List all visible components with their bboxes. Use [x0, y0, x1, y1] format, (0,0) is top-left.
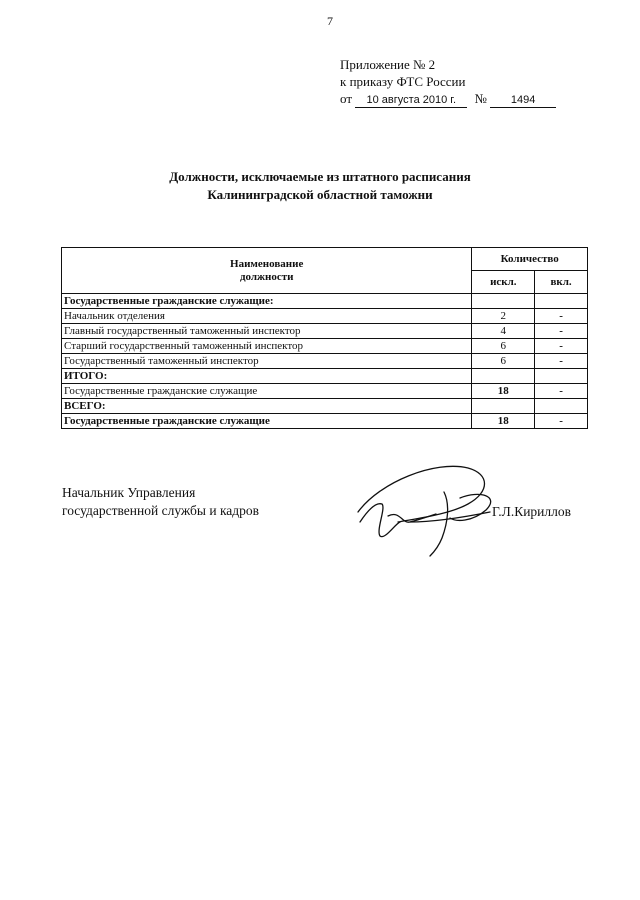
row-excluded-count: 6	[472, 354, 535, 369]
row-included-count: -	[535, 414, 588, 429]
table-row	[62, 294, 588, 309]
row-included-count: -	[535, 324, 588, 339]
row-included-count: -	[535, 309, 588, 324]
row-position-name: Государственные гражданские служащие	[62, 414, 472, 429]
row-position-name: Государственные гражданские служащие	[62, 384, 472, 399]
table-row	[62, 399, 588, 414]
row-included-count	[535, 369, 588, 384]
row-included-count	[535, 294, 588, 309]
row-excluded-count: 4	[472, 324, 535, 339]
header-excluded: искл.	[472, 271, 535, 294]
title-line-1: Должности, исключаемые из штатного расписания	[169, 169, 471, 184]
table-row	[62, 324, 588, 339]
row-included-count: -	[535, 354, 588, 369]
row-position-name: Государственные гражданские служащие:	[62, 294, 472, 309]
row-excluded-count	[472, 294, 535, 309]
table-row	[62, 309, 588, 324]
signatory-position	[62, 484, 259, 520]
header-name-line-2: должности	[239, 270, 294, 283]
header-quantity: Количество	[472, 248, 588, 271]
annex-number: 1494	[490, 94, 556, 108]
header-position-name	[62, 248, 472, 294]
page-number: 7	[327, 14, 333, 28]
signatory-name: Г.Л.Кириллов	[492, 504, 571, 519]
row-excluded-count	[472, 399, 535, 414]
row-included-count	[535, 399, 588, 414]
row-included-count: -	[535, 384, 588, 399]
row-position-name: Начальник отделения	[62, 309, 472, 324]
table-row	[62, 354, 588, 369]
table-row	[62, 414, 588, 429]
row-position-name: Государственный таможенный инспектор	[62, 354, 472, 369]
annex-from-label: от	[340, 91, 353, 106]
handwritten-signature	[340, 452, 510, 562]
row-excluded-count: 18	[472, 384, 535, 399]
signatory-position-line-1: Начальник Управления	[62, 485, 196, 500]
row-position-name: Главный государственный таможенный инспектор	[62, 324, 472, 339]
positions-table	[61, 247, 588, 429]
row-included-count: -	[535, 339, 588, 354]
header-name-line-1: Наименование	[230, 257, 304, 270]
annex-date-line	[340, 90, 556, 108]
annex-order-ref: к приказу ФТС России	[340, 74, 466, 89]
table-row	[62, 339, 588, 354]
document-title	[0, 168, 640, 204]
signatory-position-line-2: государственной службы и кадров	[62, 503, 260, 518]
annex-block	[340, 56, 556, 108]
row-position-name: ИТОГО:	[62, 369, 472, 384]
row-excluded-count: 6	[472, 339, 535, 354]
row-excluded-count	[472, 369, 535, 384]
title-line-2: Калининградской областной таможни	[207, 187, 433, 202]
row-excluded-count: 2	[472, 309, 535, 324]
row-position-name: Старший государственный таможенный инспектор	[62, 339, 472, 354]
header-included: вкл.	[535, 271, 588, 294]
table-row	[62, 384, 588, 399]
annex-date: 10 августа 2010 г.	[355, 94, 467, 108]
row-position-name: ВСЕГО:	[62, 399, 472, 414]
table-row	[62, 369, 588, 384]
annex-title: Приложение № 2	[340, 57, 436, 72]
annex-number-label: №	[474, 91, 487, 106]
row-excluded-count: 18	[472, 414, 535, 429]
